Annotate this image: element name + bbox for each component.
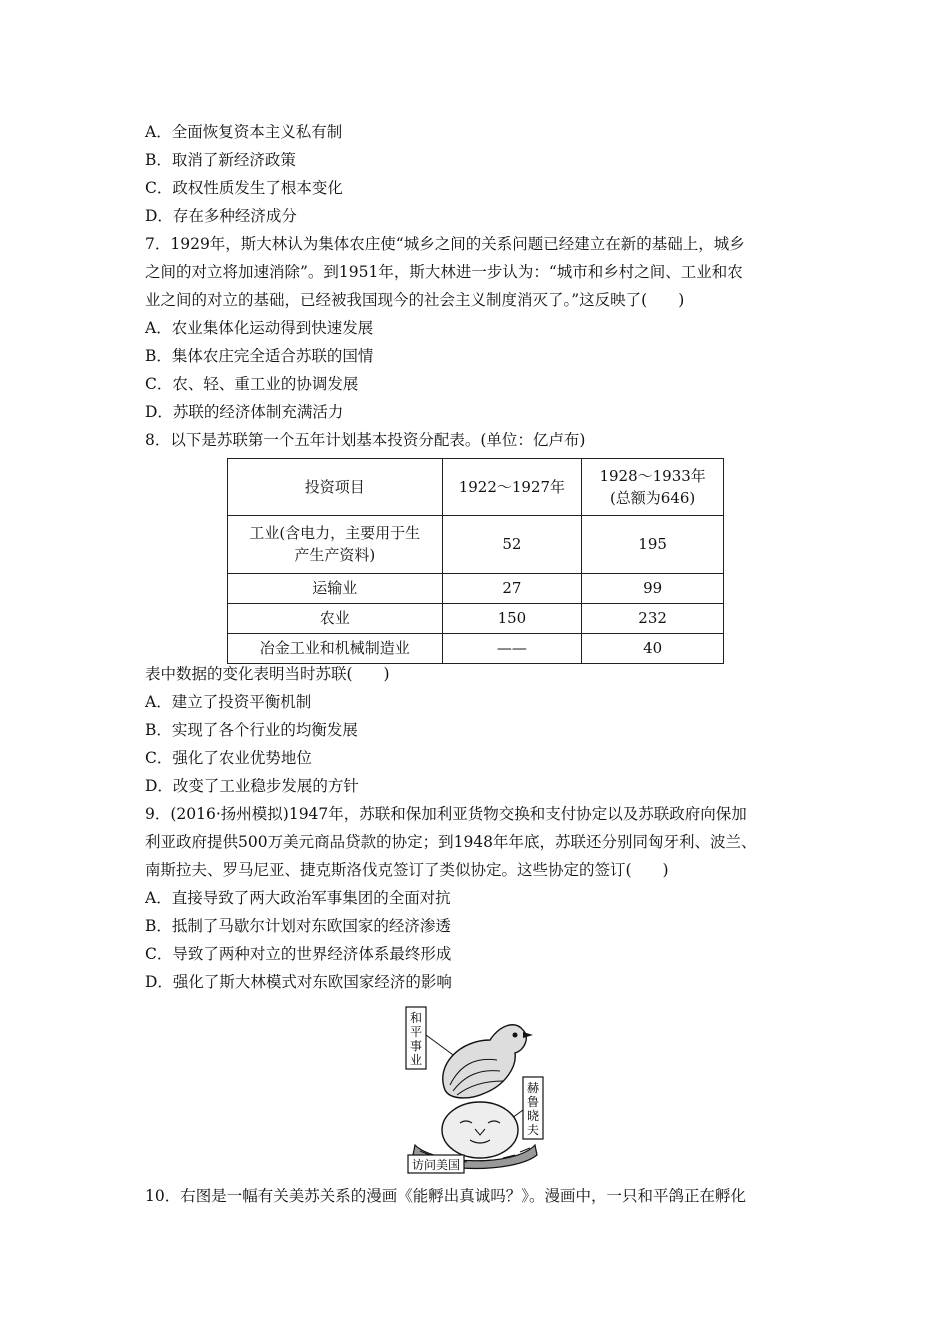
q6-option-d: D．存在多种经济成分 [145,207,297,225]
q8-stem: 8．以下是苏联第一个五年计划基本投资分配表。(单位：亿卢布) [145,431,586,449]
q9-option-c: C．导致了两种对立的世界经济体系最终形成 [145,945,452,963]
cartoon-label-left-1: 和 [409,1011,423,1025]
cartoon-label-left-4: 业 [409,1053,423,1067]
q8-option-a: A．建立了投资平衡机制 [145,693,312,711]
table-row [228,516,724,573]
cartoon-label-right-2: 鲁 [526,1095,540,1109]
q7-option-a: A．农业集体化运动得到快速发展 [145,319,374,337]
table-header-cell [582,459,724,516]
cartoon-label-right-3: 晓 [526,1109,540,1123]
table-cell-line: 工业(含电力，主要用于生 [249,524,421,543]
q7-option-d: D．苏联的经济体制充满活力 [145,403,344,421]
q8-option-b: B．实现了各个行业的均衡发展 [145,721,358,739]
cartoon-label-left-3: 事 [409,1039,423,1053]
table-cell: 运输业 [228,573,443,603]
q7-option-c: C．农、轻、重工业的协调发展 [145,375,359,393]
table-cell: 195 [582,516,724,573]
q9-stem-line2: 利亚政府提供500万美元商品贷款的协定；到1948年年底，苏联还分别同匈牙利、波兰、 [145,833,757,851]
q6-option-b: B．取消了新经济政策 [145,151,296,169]
table-row [228,633,724,663]
q9-option-a: A．直接导致了两大政治军事集团的全面对抗 [145,889,451,907]
table-cell: 150 [442,603,582,633]
table-header-row [228,459,724,516]
q10-stem: 10．右图是一幅有关美苏关系的漫画《能孵出真诚吗？》。漫画中，一只和平鸽正在孵化 [145,1187,746,1205]
table-cell: 99 [582,573,724,603]
q7-option-b: B．集体农庄完全适合苏联的国情 [145,347,374,365]
q9-stem-line3: 南斯拉夫、罗马尼亚、捷克斯洛伐克签订了类似协定。这些协定的签订( ) [145,861,669,879]
table-row [228,603,724,633]
table-cell: 农业 [228,603,443,633]
q8-option-d: D．改变了工业稳步发展的方针 [145,777,359,795]
table-header-line: (总额为646) [609,489,696,508]
table-cell: 27 [442,573,582,603]
cartoon-illustration [405,1005,545,1175]
table-header-cell: 1922～1927年 [442,459,582,516]
q8-after: 表中数据的变化表明当时苏联( ) [145,665,390,683]
q9-option-b: B．抵制了马歇尔计划对东欧国家的经济渗透 [145,917,451,935]
table-cell: 40 [582,633,724,663]
cartoon-label-right-1: 赫 [526,1081,540,1095]
q9-stem-line1: 9．(2016·扬州模拟)1947年，苏联和保加利亚货物交换和支付协定以及苏联政府向保加 [145,805,747,823]
q7-stem-line1: 7．1929年，斯大林认为集体农庄使“城乡之间的关系问题已经建立在新的基础上，城乡 [145,235,745,253]
table-cell: 52 [442,516,582,573]
table-cell: —— [442,633,582,663]
q6-option-c: C．政权性质发生了根本变化 [145,179,343,197]
q7-stem-line3: 业之间的对立的基础，已经被我国现今的社会主义制度消灭了。”这反映了( ) [145,291,685,309]
q6-option-a: A．全面恢复资本主义私有制 [145,123,343,141]
table-header-line: 1928～1933年 [599,467,706,486]
cartoon-figure [405,1005,545,1175]
table-cell-line: 产生产资料) [294,546,376,565]
table-cell [228,516,443,573]
q8-option-c: C．强化了农业优势地位 [145,749,312,767]
q7-stem-line2: 之间的对立将加速消除”。到1951年，斯大林进一步认为：“城市和乡村之间、工业和农 [145,263,743,281]
table-header-cell: 投资项目 [228,459,443,516]
cartoon-label-bottom: 访问美国 [411,1158,461,1172]
table-cell: 232 [582,603,724,633]
investment-table [227,458,724,664]
table-cell: 冶金工业和机械制造业 [228,633,443,663]
cartoon-label-right-4: 夫 [526,1123,540,1137]
cartoon-label-left-2: 平 [409,1025,423,1039]
table-row [228,573,724,603]
q9-option-d: D．强化了斯大林模式对东欧国家经济的影响 [145,973,452,991]
